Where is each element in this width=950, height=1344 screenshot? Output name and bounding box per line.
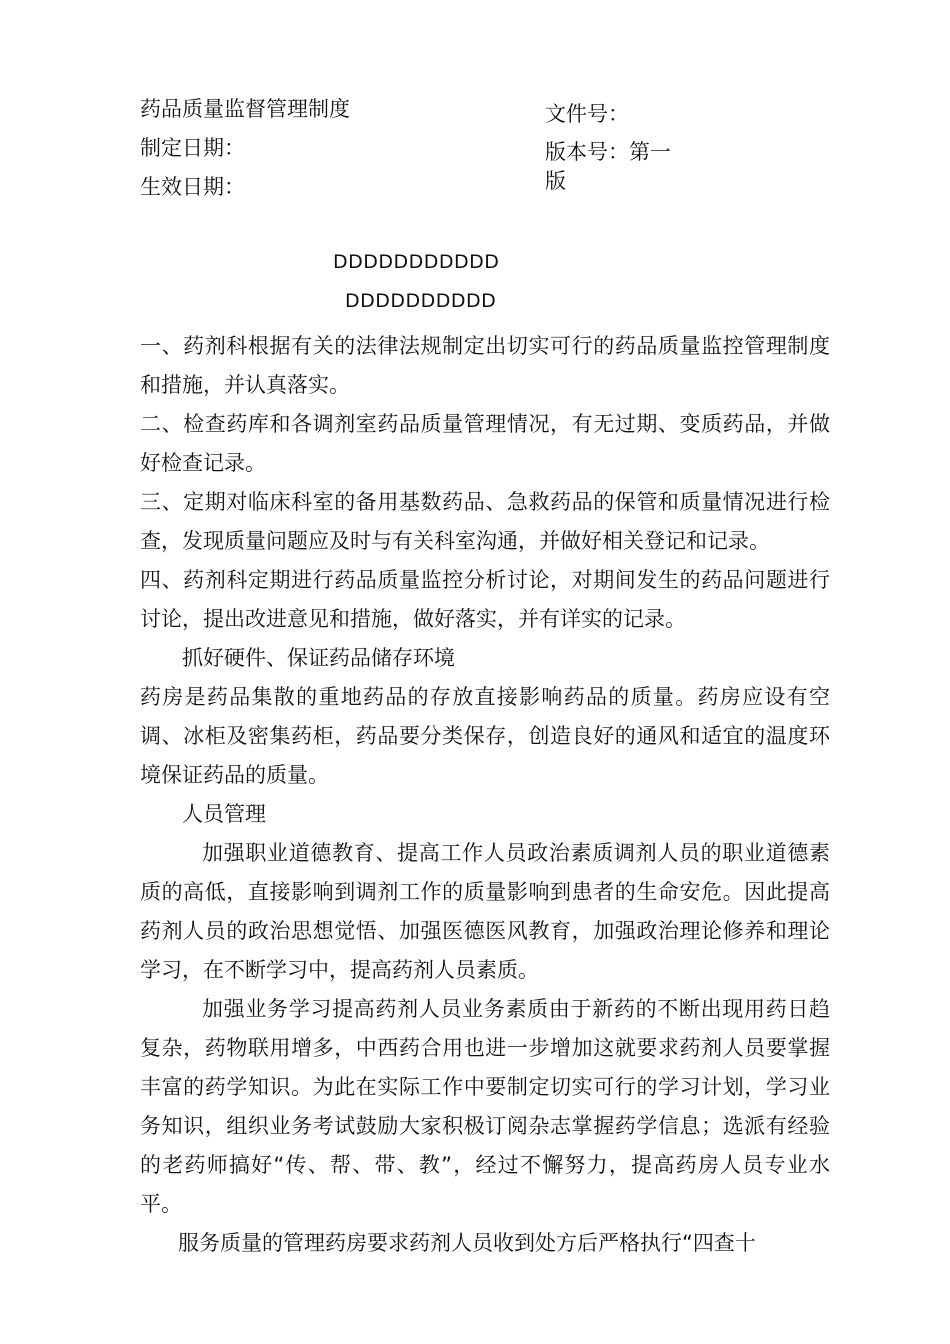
paragraph-1: 一、药剂科根据有关的法律法规制定出切实可行的药品质量监控管理制度和措施，并认真落实。 xyxy=(140,334,830,397)
paragraph-training: 加强业务学习提高药剂人员业务素质由于新药的不断出现用药日趋复杂，药物联用增多，中西药合用也进一步增加这就要求药剂人员要掌握丰富的药学知识。为此在实际工作中要制定切实可行的学习计划，学习业务知识，组织业务考试鼓励大家积极订阅杂志掌握药学信息；选派有经验的老药师搞好“传、帮、带、教”，经过不懈努力，提高药房人员专业水平。 xyxy=(140,997,830,1216)
version-label-continued: 版 xyxy=(545,169,566,193)
file-number-label: 文件号： xyxy=(545,102,629,126)
effective-date-label: 生效日期： xyxy=(140,175,245,199)
document-body xyxy=(140,327,830,1263)
version-label: 版本号：第一 xyxy=(545,140,671,164)
paragraph-service: 服务质量的管理药房要求药剂人员收到处方后严格执行“四查十 xyxy=(178,1231,756,1255)
paragraph-2: 二、检查药库和各调剂室药品质量管理情况，有无过期、变质药品，并做好检查记录。 xyxy=(140,412,830,475)
placeholder-line-2: DDDDDDDDDD xyxy=(345,290,497,312)
established-date-label: 制定日期： xyxy=(140,136,245,160)
paragraph-3: 三、定期对临床科室的备用基数药品、急救药品的保管和质量情况进行检查，发现质量问题应及时与有关科室沟通，并做好相关登记和记录。 xyxy=(140,490,830,553)
section-heading-hardware: 抓好硬件、保证药品储存环境 xyxy=(182,646,455,670)
paragraph-ethics: 加强职业道德教育、提高工作人员政治素质调剂人员的职业道德素质的高低，直接影响到调剂工作的质量影响到患者的生命安危。因此提高药剂人员的政治思想觉悟、加强医德医风教育，加强政治理论修养和理论学习，在不断学习中，提高药剂人员素质。 xyxy=(140,841,830,982)
document-title: 药品质量监督管理制度 xyxy=(140,97,350,121)
section-heading-personnel: 人员管理 xyxy=(182,802,266,826)
placeholder-line-1: DDDDDDDDDDD xyxy=(333,251,500,273)
paragraph-storage: 药房是药品集散的重地药品的存放直接影响药品的质量。药房应设有空调、冰柜及密集药柜，药品要分类保存，创造良好的通风和适宜的温度环境保证药品的质量。 xyxy=(140,685,830,787)
paragraph-4: 四、药剂科定期进行药品质量监控分析讨论，对期间发生的药品问题进行讨论，提出改进意见和措施，做好落实，并有详实的记录。 xyxy=(140,568,830,631)
